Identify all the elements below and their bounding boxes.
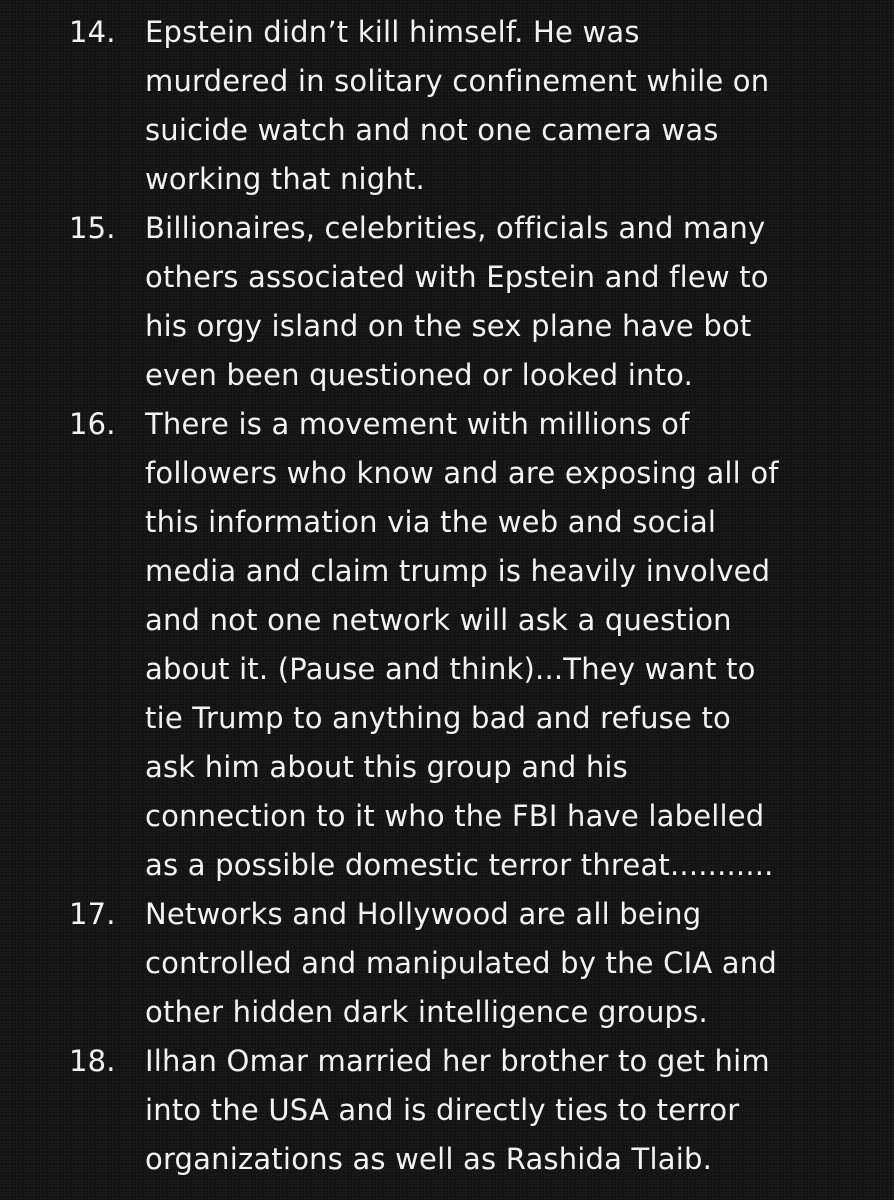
item-text — [145, 204, 845, 400]
text-line: suicide watch and not one camera was — [145, 113, 719, 147]
list-item — [0, 1037, 894, 1184]
text-line: followers who know and are exposing all of — [145, 456, 779, 490]
text-line: tie Trump to anything bad and refuse to — [145, 701, 731, 735]
text-line: organizations as well as Rashida Tlaib. — [145, 1142, 712, 1176]
item-number: 18. — [69, 1044, 116, 1078]
text-line: Epstein didn’t kill himself. He was — [145, 15, 640, 49]
item-text — [145, 1037, 845, 1184]
text-line: media and claim trump is heavily involved — [145, 554, 771, 588]
text-line: this information via the web and social — [145, 505, 717, 539]
text-line: as a possible domestic terror threat........... — [145, 848, 774, 882]
text-line: others associated with Epstein and flew to — [145, 260, 769, 294]
numbered-note-list — [0, 8, 894, 1184]
text-line: murdered in solitary confinement while on — [145, 64, 770, 98]
text-line: Networks and Hollywood are all being — [145, 897, 702, 931]
text-line: Billionaires, celebrities, officials and many — [145, 211, 766, 245]
text-line: into the USA and is directly ties to terror — [145, 1093, 740, 1127]
list-item — [0, 204, 894, 400]
text-line: There is a movement with millions of — [145, 407, 690, 441]
text-line: Ilhan Omar married her brother to get him — [145, 1044, 770, 1078]
text-line: working that night. — [145, 162, 425, 196]
list-item — [0, 890, 894, 1037]
list-item — [0, 400, 894, 890]
item-text — [145, 400, 845, 890]
item-number: 16. — [69, 407, 116, 441]
text-line: ask him about this group and his — [145, 750, 628, 784]
item-text — [145, 890, 845, 1037]
text-line: and not one network will ask a question — [145, 603, 732, 637]
text-line: about it. (Pause and think)...They want to — [145, 652, 756, 686]
text-line: even been questioned or looked into. — [145, 358, 694, 392]
text-line: controlled and manipulated by the CIA and — [145, 946, 777, 980]
item-text — [145, 8, 845, 204]
text-line: his orgy island on the sex plane have bot — [145, 309, 752, 343]
text-line: connection to it who the FBI have labelled — [145, 799, 765, 833]
item-number: 17. — [69, 897, 116, 931]
item-number: 15. — [69, 211, 116, 245]
list-item — [0, 8, 894, 204]
text-line: other hidden dark intelligence groups. — [145, 995, 708, 1029]
item-number: 14. — [69, 15, 116, 49]
